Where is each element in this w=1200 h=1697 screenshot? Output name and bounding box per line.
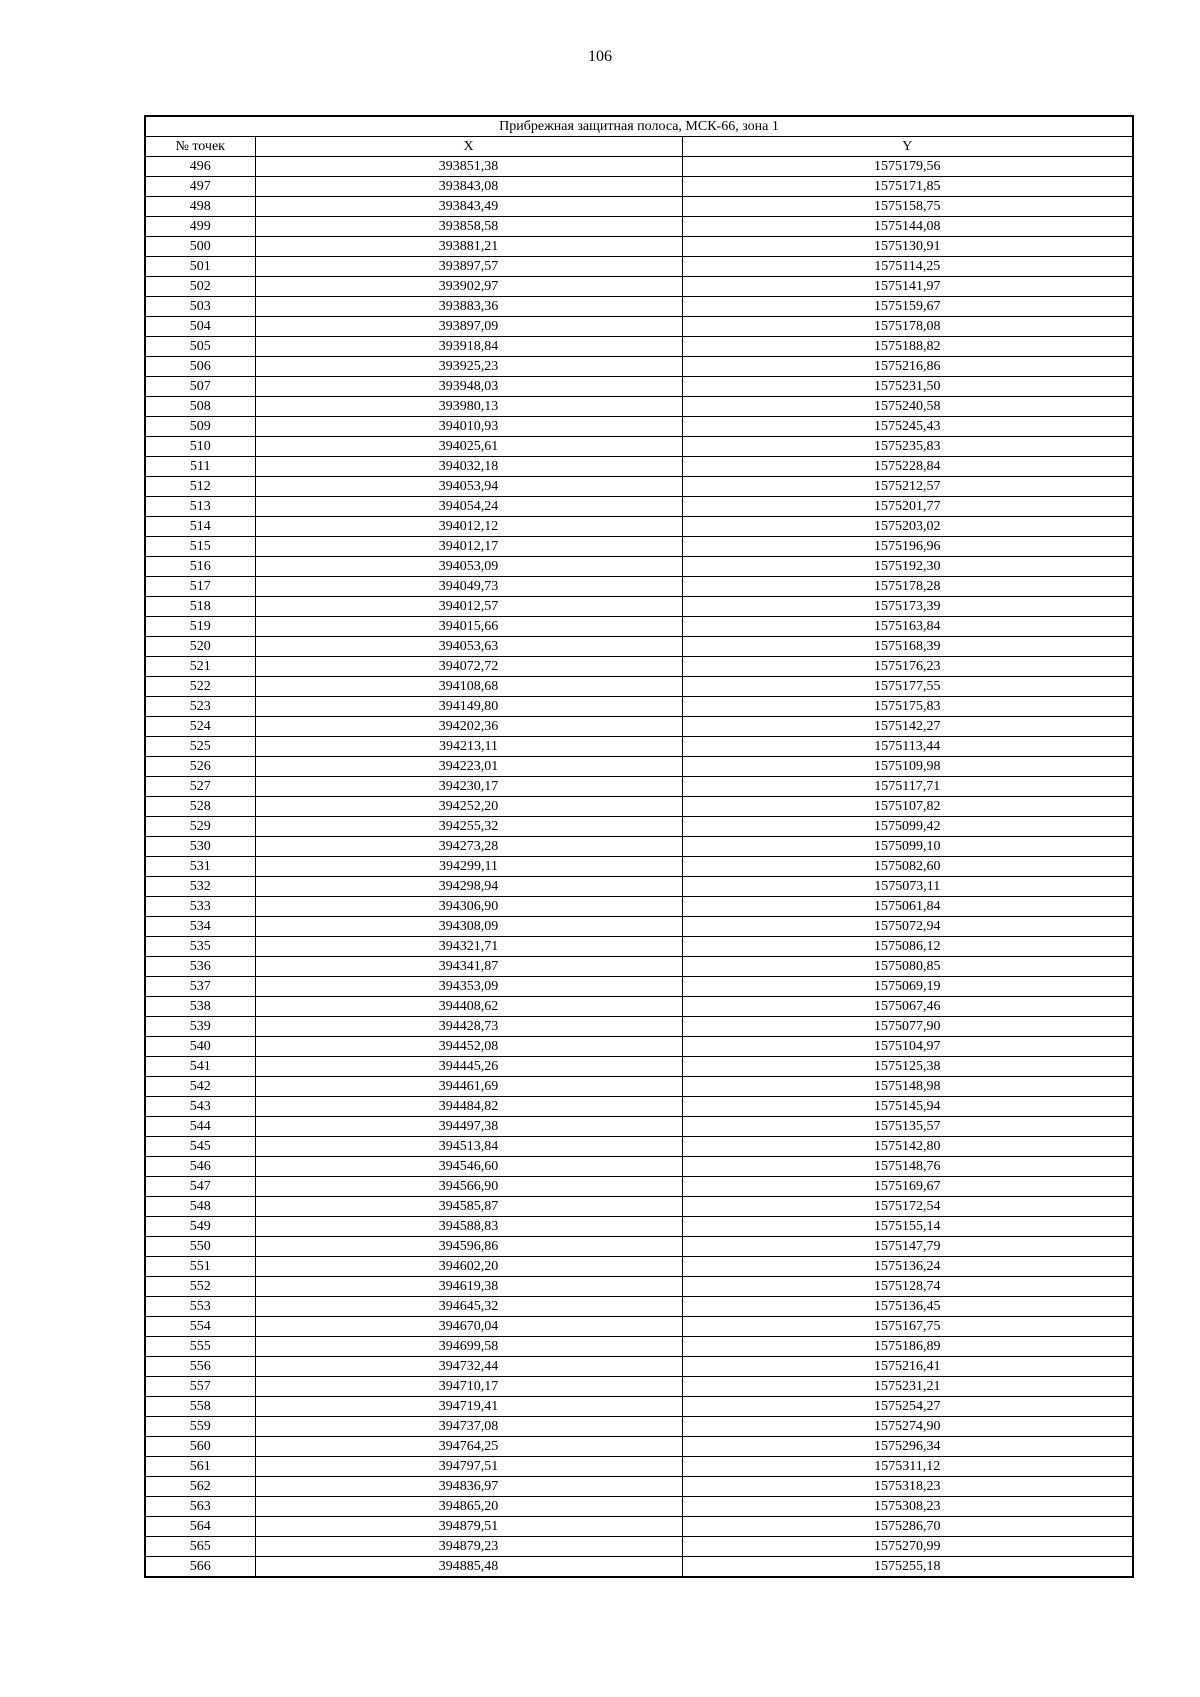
cell-point-number: 544 — [145, 1117, 255, 1137]
table-row — [145, 997, 1133, 1017]
cell-y: 1575231,21 — [682, 1377, 1133, 1397]
table-row — [145, 357, 1133, 377]
cell-y: 1575142,80 — [682, 1137, 1133, 1157]
cell-x: 394298,94 — [255, 877, 682, 897]
table-row — [145, 557, 1133, 577]
cell-x: 394321,71 — [255, 937, 682, 957]
cell-x: 394670,04 — [255, 1317, 682, 1337]
cell-y: 1575099,42 — [682, 817, 1133, 837]
cell-x: 394053,94 — [255, 477, 682, 497]
table-row — [145, 257, 1133, 277]
cell-x: 393948,03 — [255, 377, 682, 397]
cell-x: 394865,20 — [255, 1497, 682, 1517]
table-row — [145, 457, 1133, 477]
cell-point-number: 536 — [145, 957, 255, 977]
cell-y: 1575286,70 — [682, 1517, 1133, 1537]
cell-point-number: 531 — [145, 857, 255, 877]
cell-y: 1575216,86 — [682, 357, 1133, 377]
cell-x: 394588,83 — [255, 1217, 682, 1237]
cell-y: 1575086,12 — [682, 937, 1133, 957]
cell-y: 1575192,30 — [682, 557, 1133, 577]
table-row — [145, 657, 1133, 677]
table-row — [145, 377, 1133, 397]
cell-x: 394797,51 — [255, 1457, 682, 1477]
cell-point-number: 533 — [145, 897, 255, 917]
cell-y: 1575080,85 — [682, 957, 1133, 977]
cell-point-number: 526 — [145, 757, 255, 777]
table-row — [145, 1257, 1133, 1277]
table-row — [145, 297, 1133, 317]
table-row — [145, 1057, 1133, 1077]
cell-x: 394619,38 — [255, 1277, 682, 1297]
table-row — [145, 1477, 1133, 1497]
cell-x: 393843,49 — [255, 197, 682, 217]
cell-y: 1575144,08 — [682, 217, 1133, 237]
cell-y: 1575169,67 — [682, 1177, 1133, 1197]
cell-x: 394764,25 — [255, 1437, 682, 1457]
cell-x: 394732,44 — [255, 1357, 682, 1377]
cell-y: 1575141,97 — [682, 277, 1133, 297]
cell-y: 1575114,25 — [682, 257, 1133, 277]
table-row — [145, 177, 1133, 197]
cell-x: 394710,17 — [255, 1377, 682, 1397]
cell-y: 1575176,23 — [682, 657, 1133, 677]
table-row — [145, 1337, 1133, 1357]
cell-y: 1575228,84 — [682, 457, 1133, 477]
cell-x: 394306,90 — [255, 897, 682, 917]
table-row — [145, 577, 1133, 597]
table-row — [145, 1157, 1133, 1177]
cell-y: 1575270,99 — [682, 1537, 1133, 1557]
cell-x: 394010,93 — [255, 417, 682, 437]
table-row — [145, 1517, 1133, 1537]
cell-y: 1575167,75 — [682, 1317, 1133, 1337]
table-row — [145, 1117, 1133, 1137]
cell-point-number: 553 — [145, 1297, 255, 1317]
cell-x: 394645,32 — [255, 1297, 682, 1317]
cell-x: 393980,13 — [255, 397, 682, 417]
cell-y: 1575318,23 — [682, 1477, 1133, 1497]
cell-y: 1575136,45 — [682, 1297, 1133, 1317]
cell-point-number: 513 — [145, 497, 255, 517]
table-row — [145, 737, 1133, 757]
cell-y: 1575128,74 — [682, 1277, 1133, 1297]
cell-x: 394299,11 — [255, 857, 682, 877]
cell-x: 393897,57 — [255, 257, 682, 277]
cell-point-number: 538 — [145, 997, 255, 1017]
cell-point-number: 557 — [145, 1377, 255, 1397]
cell-point-number: 549 — [145, 1217, 255, 1237]
cell-x: 394054,24 — [255, 497, 682, 517]
cell-y: 1575113,44 — [682, 737, 1133, 757]
cell-point-number: 522 — [145, 677, 255, 697]
table-row — [145, 1217, 1133, 1237]
cell-x: 394049,73 — [255, 577, 682, 597]
cell-x: 394202,36 — [255, 717, 682, 737]
cell-x: 394025,61 — [255, 437, 682, 457]
cell-point-number: 550 — [145, 1237, 255, 1257]
cell-x: 394053,63 — [255, 637, 682, 657]
cell-x: 394012,57 — [255, 597, 682, 617]
cell-y: 1575117,71 — [682, 777, 1133, 797]
cell-point-number: 546 — [145, 1157, 255, 1177]
table-row — [145, 1397, 1133, 1417]
table-row — [145, 517, 1133, 537]
table-row — [145, 437, 1133, 457]
cell-y: 1575073,11 — [682, 877, 1133, 897]
cell-y: 1575178,08 — [682, 317, 1133, 337]
cell-point-number: 528 — [145, 797, 255, 817]
cell-point-number: 559 — [145, 1417, 255, 1437]
cell-x: 394108,68 — [255, 677, 682, 697]
cell-point-number: 545 — [145, 1137, 255, 1157]
cell-point-number: 507 — [145, 377, 255, 397]
table-row — [145, 937, 1133, 957]
cell-point-number: 521 — [145, 657, 255, 677]
cell-point-number: 535 — [145, 937, 255, 957]
cell-x: 394341,87 — [255, 957, 682, 977]
cell-y: 1575245,43 — [682, 417, 1133, 437]
cell-y: 1575179,56 — [682, 157, 1133, 177]
cell-x: 394585,87 — [255, 1197, 682, 1217]
cell-point-number: 560 — [145, 1437, 255, 1457]
cell-x: 394053,09 — [255, 557, 682, 577]
cell-y: 1575168,39 — [682, 637, 1133, 657]
cell-y: 1575296,34 — [682, 1437, 1133, 1457]
cell-point-number: 506 — [145, 357, 255, 377]
table-row — [145, 837, 1133, 857]
cell-y: 1575136,24 — [682, 1257, 1133, 1277]
cell-point-number: 516 — [145, 557, 255, 577]
cell-x: 393858,58 — [255, 217, 682, 237]
cell-x: 394879,51 — [255, 1517, 682, 1537]
cell-point-number: 547 — [145, 1177, 255, 1197]
cell-point-number: 501 — [145, 257, 255, 277]
table-row — [145, 757, 1133, 777]
cell-x: 393881,21 — [255, 237, 682, 257]
cell-y: 1575308,23 — [682, 1497, 1133, 1517]
cell-y: 1575177,55 — [682, 677, 1133, 697]
cell-point-number: 562 — [145, 1477, 255, 1497]
cell-y: 1575212,57 — [682, 477, 1133, 497]
cell-point-number: 532 — [145, 877, 255, 897]
table-title-row — [145, 116, 1133, 137]
cell-y: 1575216,41 — [682, 1357, 1133, 1377]
table-row — [145, 1297, 1133, 1317]
cell-point-number: 502 — [145, 277, 255, 297]
cell-point-number: 565 — [145, 1537, 255, 1557]
table-row — [145, 977, 1133, 997]
cell-point-number: 525 — [145, 737, 255, 757]
cell-point-number: 551 — [145, 1257, 255, 1277]
cell-x: 393897,09 — [255, 317, 682, 337]
cell-point-number: 515 — [145, 537, 255, 557]
cell-point-number: 542 — [145, 1077, 255, 1097]
table-row — [145, 817, 1133, 837]
cell-x: 394719,41 — [255, 1397, 682, 1417]
cell-y: 1575178,28 — [682, 577, 1133, 597]
table-row — [145, 1417, 1133, 1437]
cell-point-number: 564 — [145, 1517, 255, 1537]
cell-point-number: 563 — [145, 1497, 255, 1517]
cell-point-number: 498 — [145, 197, 255, 217]
cell-point-number: 552 — [145, 1277, 255, 1297]
cell-x: 394353,09 — [255, 977, 682, 997]
cell-point-number: 505 — [145, 337, 255, 357]
cell-x: 394484,82 — [255, 1097, 682, 1117]
cell-x: 394252,20 — [255, 797, 682, 817]
cell-point-number: 556 — [145, 1357, 255, 1377]
cell-y: 1575158,75 — [682, 197, 1133, 217]
table-header-row — [145, 137, 1133, 157]
cell-y: 1575188,82 — [682, 337, 1133, 357]
cell-y: 1575072,94 — [682, 917, 1133, 937]
table-row — [145, 1497, 1133, 1517]
cell-x: 394602,20 — [255, 1257, 682, 1277]
table-row — [145, 337, 1133, 357]
cell-x: 394012,12 — [255, 517, 682, 537]
cell-x: 393843,08 — [255, 177, 682, 197]
cell-y: 1575274,90 — [682, 1417, 1133, 1437]
cell-x: 394546,60 — [255, 1157, 682, 1177]
table-row — [145, 1237, 1133, 1257]
table-row — [145, 157, 1133, 177]
table-row — [145, 697, 1133, 717]
cell-y: 1575203,02 — [682, 517, 1133, 537]
table-row — [145, 217, 1133, 237]
cell-point-number: 511 — [145, 457, 255, 477]
cell-point-number: 499 — [145, 217, 255, 237]
cell-y: 1575163,84 — [682, 617, 1133, 637]
cell-x: 393883,36 — [255, 297, 682, 317]
cell-point-number: 504 — [145, 317, 255, 337]
cell-point-number: 508 — [145, 397, 255, 417]
cell-y: 1575148,98 — [682, 1077, 1133, 1097]
column-header-y: Y — [682, 137, 1133, 157]
cell-point-number: 509 — [145, 417, 255, 437]
cell-x: 394273,28 — [255, 837, 682, 857]
cell-point-number: 537 — [145, 977, 255, 997]
cell-point-number: 500 — [145, 237, 255, 257]
table-title: Прибрежная защитная полоса, МСК-66, зона 1 — [145, 116, 1133, 137]
table-row — [145, 677, 1133, 697]
table-row — [145, 1097, 1133, 1117]
cell-point-number: 529 — [145, 817, 255, 837]
table-row — [145, 1377, 1133, 1397]
table-row — [145, 497, 1133, 517]
cell-y: 1575104,97 — [682, 1037, 1133, 1057]
cell-point-number: 548 — [145, 1197, 255, 1217]
cell-point-number: 541 — [145, 1057, 255, 1077]
cell-x: 394497,38 — [255, 1117, 682, 1137]
cell-x: 394879,23 — [255, 1537, 682, 1557]
cell-x: 394445,26 — [255, 1057, 682, 1077]
cell-x: 393902,97 — [255, 277, 682, 297]
cell-x: 394699,58 — [255, 1337, 682, 1357]
cell-point-number: 523 — [145, 697, 255, 717]
coordinates-table — [144, 115, 1134, 1578]
cell-y: 1575311,12 — [682, 1457, 1133, 1477]
table-row — [145, 957, 1133, 977]
cell-y: 1575069,19 — [682, 977, 1133, 997]
table-row — [145, 597, 1133, 617]
cell-point-number: 503 — [145, 297, 255, 317]
cell-point-number: 497 — [145, 177, 255, 197]
cell-y: 1575107,82 — [682, 797, 1133, 817]
cell-point-number: 512 — [145, 477, 255, 497]
cell-point-number: 540 — [145, 1037, 255, 1057]
table-row — [145, 1457, 1133, 1477]
table-row — [145, 797, 1133, 817]
table-row — [145, 857, 1133, 877]
table-row — [145, 537, 1133, 557]
cell-y: 1575142,27 — [682, 717, 1133, 737]
cell-x: 394015,66 — [255, 617, 682, 637]
cell-x: 394223,01 — [255, 757, 682, 777]
table-row — [145, 617, 1133, 637]
cell-y: 1575061,84 — [682, 897, 1133, 917]
table-row — [145, 1137, 1133, 1157]
cell-x: 394072,72 — [255, 657, 682, 677]
cell-y: 1575175,83 — [682, 697, 1133, 717]
table-row — [145, 1197, 1133, 1217]
table-row — [145, 197, 1133, 217]
cell-point-number: 530 — [145, 837, 255, 857]
cell-point-number: 524 — [145, 717, 255, 737]
cell-x: 394408,62 — [255, 997, 682, 1017]
cell-point-number: 517 — [145, 577, 255, 597]
cell-point-number: 558 — [145, 1397, 255, 1417]
table-row — [145, 477, 1133, 497]
cell-y: 1575099,10 — [682, 837, 1133, 857]
cell-x: 393918,84 — [255, 337, 682, 357]
cell-x: 394461,69 — [255, 1077, 682, 1097]
cell-point-number: 520 — [145, 637, 255, 657]
table-row — [145, 237, 1133, 257]
cell-x: 394428,73 — [255, 1017, 682, 1037]
cell-y: 1575155,14 — [682, 1217, 1133, 1237]
table-row — [145, 1017, 1133, 1037]
cell-y: 1575077,90 — [682, 1017, 1133, 1037]
cell-x: 394566,90 — [255, 1177, 682, 1197]
cell-x: 394308,09 — [255, 917, 682, 937]
table-row — [145, 1177, 1133, 1197]
cell-y: 1575148,76 — [682, 1157, 1133, 1177]
cell-point-number: 554 — [145, 1317, 255, 1337]
cell-point-number: 519 — [145, 617, 255, 637]
table-row — [145, 1437, 1133, 1457]
table-row — [145, 917, 1133, 937]
cell-y: 1575196,96 — [682, 537, 1133, 557]
cell-y: 1575135,57 — [682, 1117, 1133, 1137]
cell-x: 394596,86 — [255, 1237, 682, 1257]
cell-y: 1575254,27 — [682, 1397, 1133, 1417]
table-row — [145, 1077, 1133, 1097]
cell-point-number: 510 — [145, 437, 255, 457]
cell-point-number: 555 — [145, 1337, 255, 1357]
cell-y: 1575186,89 — [682, 1337, 1133, 1357]
cell-point-number: 518 — [145, 597, 255, 617]
cell-y: 1575201,77 — [682, 497, 1133, 517]
cell-y: 1575240,58 — [682, 397, 1133, 417]
cell-x: 394255,32 — [255, 817, 682, 837]
cell-y: 1575109,98 — [682, 757, 1133, 777]
cell-y: 1575159,67 — [682, 297, 1133, 317]
cell-point-number: 496 — [145, 157, 255, 177]
table-row — [145, 777, 1133, 797]
cell-y: 1575173,39 — [682, 597, 1133, 617]
cell-y: 1575231,50 — [682, 377, 1133, 397]
cell-x: 394836,97 — [255, 1477, 682, 1497]
column-header-num: № точек — [145, 137, 255, 157]
cell-x: 394737,08 — [255, 1417, 682, 1437]
cell-y: 1575145,94 — [682, 1097, 1133, 1117]
cell-y: 1575125,38 — [682, 1057, 1133, 1077]
cell-y: 1575172,54 — [682, 1197, 1133, 1217]
cell-x: 394452,08 — [255, 1037, 682, 1057]
cell-point-number: 566 — [145, 1557, 255, 1578]
cell-y: 1575171,85 — [682, 177, 1133, 197]
cell-y: 1575147,79 — [682, 1237, 1133, 1257]
cell-x: 394230,17 — [255, 777, 682, 797]
cell-y: 1575082,60 — [682, 857, 1133, 877]
cell-x: 393851,38 — [255, 157, 682, 177]
table-body — [145, 157, 1133, 1578]
cell-point-number: 534 — [145, 917, 255, 937]
table-row — [145, 397, 1133, 417]
table-row — [145, 1537, 1133, 1557]
page-number: 106 — [588, 48, 612, 65]
cell-point-number: 539 — [145, 1017, 255, 1037]
cell-x: 394032,18 — [255, 457, 682, 477]
cell-x: 394012,17 — [255, 537, 682, 557]
cell-x: 393925,23 — [255, 357, 682, 377]
column-header-x: X — [255, 137, 682, 157]
table-row — [145, 417, 1133, 437]
cell-point-number: 514 — [145, 517, 255, 537]
table-row — [145, 1037, 1133, 1057]
table-row — [145, 717, 1133, 737]
cell-point-number: 543 — [145, 1097, 255, 1117]
table-row — [145, 1317, 1133, 1337]
table-row — [145, 1557, 1133, 1578]
cell-point-number: 527 — [145, 777, 255, 797]
cell-y: 1575130,91 — [682, 237, 1133, 257]
cell-x: 394213,11 — [255, 737, 682, 757]
table-row — [145, 317, 1133, 337]
cell-point-number: 561 — [145, 1457, 255, 1477]
table-row — [145, 877, 1133, 897]
table-row — [145, 1357, 1133, 1377]
cell-y: 1575067,46 — [682, 997, 1133, 1017]
cell-y: 1575255,18 — [682, 1557, 1133, 1578]
cell-x: 394149,80 — [255, 697, 682, 717]
cell-x: 394885,48 — [255, 1557, 682, 1578]
table-row — [145, 637, 1133, 657]
table-row — [145, 897, 1133, 917]
table-row — [145, 1277, 1133, 1297]
cell-x: 394513,84 — [255, 1137, 682, 1157]
table-row — [145, 277, 1133, 297]
cell-y: 1575235,83 — [682, 437, 1133, 457]
